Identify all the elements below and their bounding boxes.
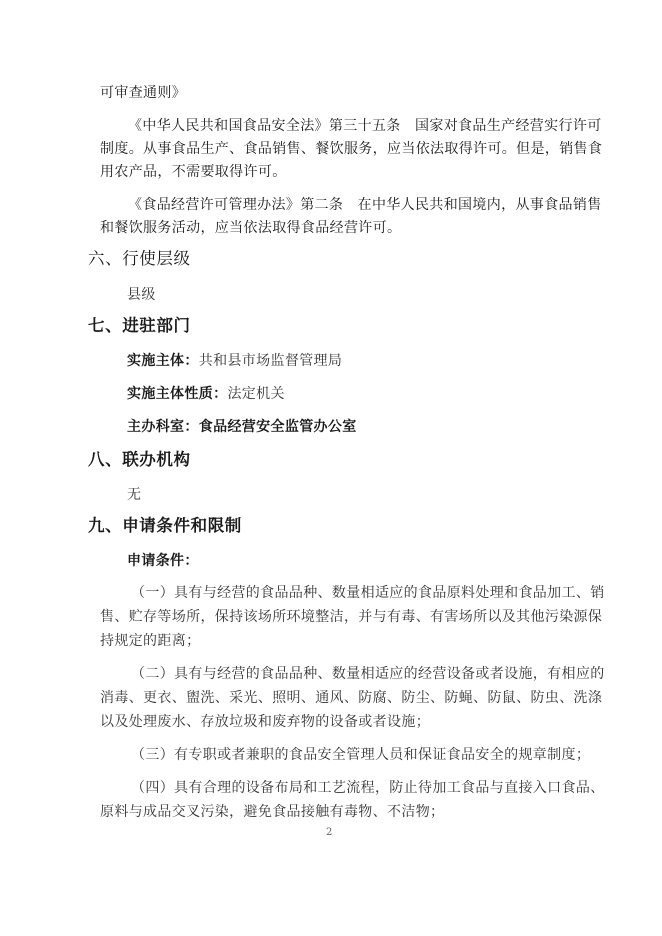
paragraph-line: 原料与成品交叉污染，避免食品接触有毒物、不洁物；	[100, 804, 445, 820]
paragraph-line: （一）具有与经营的食品品种、数量相适应的食品原料处理和食品加工、销	[131, 585, 605, 601]
intro-continuation: 可审查通则》	[100, 85, 187, 101]
field-value: 共和县市场监督管理局	[198, 353, 343, 369]
field-label: 实施主体：	[127, 353, 199, 369]
implementing-body-nature-row	[127, 385, 285, 403]
section-heading-departments: 七、进驻部门	[88, 316, 191, 335]
paragraph-line: 售、贮存等场所，保持该场所环境整洁，并与有毒、有害场所以及其他污染源保	[100, 609, 603, 625]
paragraph-line: 用农产品，不需要取得许可。	[100, 164, 287, 180]
paragraph-line: 《食品经营许可管理办法》第二条 在中华人民共和国境内，从事食品销售	[128, 197, 602, 213]
paragraph-line: 消毒、更衣、盥洗、采光、照明、通风、防腐、防尘、防蝇、防鼠、防虫、洗涤	[100, 690, 603, 706]
paragraph-line: 以及处理废水、存放垃圾和废弃物的设备或者设施；	[100, 714, 431, 730]
implementing-body-row	[127, 352, 342, 370]
paragraph-line: （二）具有与经营的食品品种、数量相适应的经营设备或者设施，有相应的	[131, 666, 605, 682]
admin-level-value: 县级	[127, 287, 156, 303]
field-value: 法定机关	[227, 386, 285, 402]
host-office-row	[127, 418, 357, 436]
conditions-subheading: 申请条件：	[127, 553, 199, 569]
paragraph-line: 持规定的距离；	[100, 633, 201, 649]
paragraph-line: 制度。从事食品生产、食品销售、餐饮服务，应当依法取得许可。但是，销售食	[100, 141, 603, 157]
paragraph-line: 《中华人民共和国食品安全法》第三十五条 国家对食品生产经营实行许可	[128, 118, 602, 134]
section-heading-admin-level: 六、行使层级	[88, 249, 191, 268]
field-label: 实施主体性质：	[127, 386, 228, 402]
paragraph-line: （四）具有合理的设备布局和工艺流程，防止待加工食品与直接入口食品、	[131, 780, 605, 796]
field-label: 主办科室：	[127, 419, 199, 435]
section-heading-joint-agencies: 八、联办机构	[88, 450, 191, 469]
page-number: 2	[326, 827, 333, 838]
joint-agencies-value: 无	[127, 487, 142, 503]
paragraph-line: 和餐饮服务活动，应当依法取得食品经营许可。	[100, 220, 402, 236]
field-value: 食品经营安全监管办公室	[198, 419, 357, 435]
section-heading-conditions: 九、申请条件和限制	[88, 516, 242, 535]
paragraph-line: （三）有专职或者兼职的食品安全管理人员和保证食品安全的规章制度；	[131, 747, 591, 763]
